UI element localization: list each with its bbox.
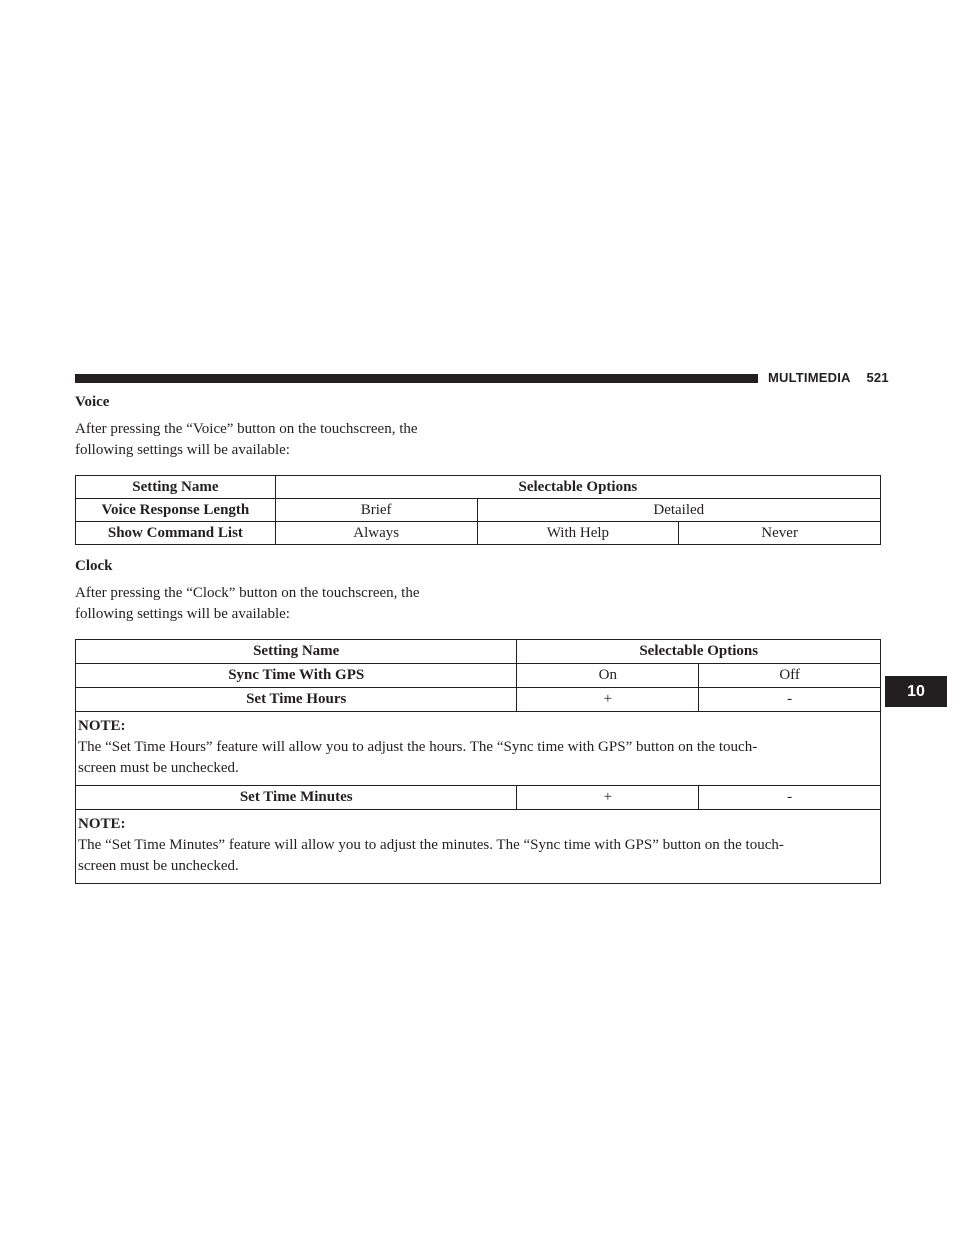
voice-intro-line: following settings will be available: [75,442,290,458]
table-row [76,499,881,522]
table-row [76,688,881,712]
option-cell: Off [699,664,881,688]
option-cell: Detailed [477,499,880,522]
page-number: 521 [866,370,889,385]
option-cell: + [517,786,699,810]
voice-intro-line: After pressing the “Voice” button on the touchscreen, the [75,421,418,437]
clock-intro-line: After pressing the “Clock” button on the touchscreen, the [75,585,420,601]
option-cell: - [699,786,881,810]
option-cell: - [699,688,881,712]
header-setting-name: Setting Name [76,640,517,664]
table-row [76,786,881,810]
chapter-tab: 10 [885,676,947,707]
table-header-row [76,640,881,664]
page-header [768,370,889,385]
option-cell: Never [679,522,881,545]
note-text: screen must be unchecked. [78,858,239,874]
option-cell: With Help [477,522,679,545]
voice-heading: Voice [75,394,110,410]
header-selectable-options: Selectable Options [517,640,881,664]
note-text: The “Set Time Minutes” feature will allow you to adjust the minutes. The “Sync time with GPS” button on the touch- [78,837,784,853]
option-cell: Always [275,522,477,545]
header-selectable-options: Selectable Options [275,476,880,499]
table-row [76,522,881,545]
note-cell [76,712,881,786]
header-setting-name: Setting Name [76,476,276,499]
clock-heading: Clock [75,558,113,574]
note-label: NOTE: [78,718,126,734]
option-cell: Brief [275,499,477,522]
clock-settings-table [75,639,881,884]
clock-intro-line: following settings will be available: [75,606,290,622]
option-cell: On [517,664,699,688]
section-title: MULTIMEDIA [768,370,851,385]
note-text: The “Set Time Hours” feature will allow you to adjust the hours. The “Sync time with GPS” button on the touch- [78,739,758,755]
setting-name: Voice Response Length [76,499,276,522]
voice-settings-table [75,475,881,545]
setting-name: Show Command List [76,522,276,545]
note-label: NOTE: [78,816,126,832]
table-header-row [76,476,881,499]
setting-name: Set Time Minutes [76,786,517,810]
note-row [76,712,881,786]
note-row [76,810,881,884]
clock-intro [75,583,495,625]
option-cell: + [517,688,699,712]
note-text: screen must be unchecked. [78,760,239,776]
voice-intro [75,419,495,461]
header-rule [75,374,758,383]
setting-name: Set Time Hours [76,688,517,712]
note-cell [76,810,881,884]
table-row [76,664,881,688]
setting-name: Sync Time With GPS [76,664,517,688]
